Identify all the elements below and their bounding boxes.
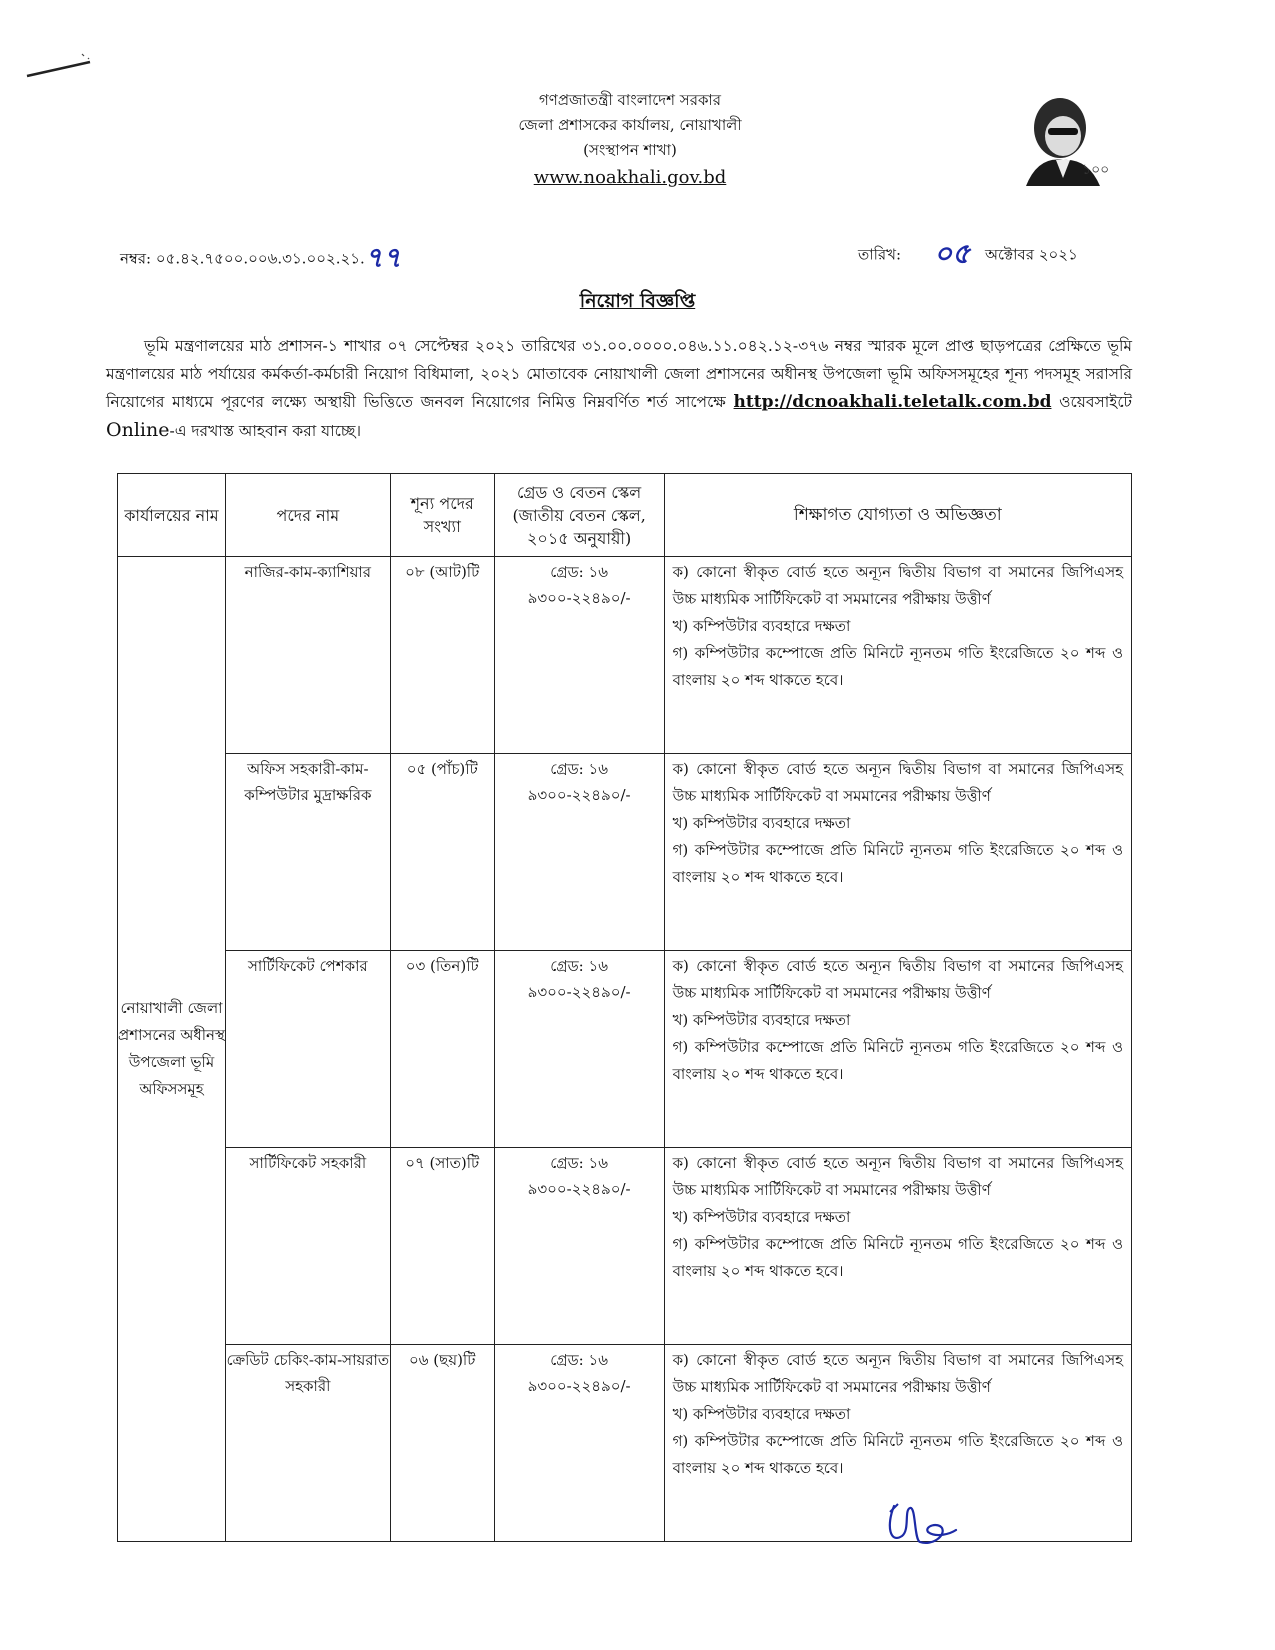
qualification-c: গ) কম্পিউটার কম্পোজে প্রতি মিনিটে ন্যূনতম গতি ইংরেজিতে ২০ শব্দ ও বাংলায় ২০ শব্দ থাকতে হবে। (672, 1432, 1123, 1477)
qualification-cell (664, 951, 1131, 1148)
grade-cell (494, 1148, 664, 1345)
grade-label: গ্রেড: ১৬ (550, 1154, 608, 1172)
header-grade-scale: গ্রেড ও বেতন স্কেল (জাতীয় বেতন স্কেল, ২০১৫ অনুযায়ী) (494, 474, 664, 557)
qualification-a: ক) কোনো স্বীকৃত বোর্ড হতে অন্যূন দ্বিতীয় বিভাগ বা সমানের জিপিএসহ উচ্চ মাধ্যমিক সার্টিফিকেট বা সমমানের পরীক্ষায় উত্তীর্ণ (672, 760, 1123, 805)
table-row (118, 557, 1132, 754)
post-name: ক্রেডিট চেকিং-কাম-সায়রাত সহকারী (225, 1345, 390, 1542)
header-website-link[interactable]: www.noakhali.gov.bd (533, 167, 727, 188)
notice-title: নিয়োগ বিজ্ঞপ্তি (579, 290, 696, 312)
intro-paragraph (106, 332, 1132, 445)
pay-scale: ৯৩০০-২২৪৯০/- (527, 983, 631, 1001)
memo-number-value: ০৫.৪২.৭৫০০.০০৬.৩১.০০২.২১. (155, 249, 365, 268)
qualification-c: গ) কম্পিউটার কম্পোজে প্রতি মিনিটে ন্যূনতম গতি ইংরেজিতে ২০ শব্দ ও বাংলায় ২০ শব্দ থাকতে হবে। (672, 644, 1123, 689)
pay-scale: ৯৩০০-২২৪৯০/- (527, 1180, 631, 1198)
header-office-name: কার্যালয়ের নাম (118, 474, 226, 557)
header-section: (সংস্থাপন শাখা) (583, 141, 677, 159)
vacancy-count: ০৩ (তিন)টি (390, 951, 494, 1148)
pay-scale: ৯৩০০-২২৪৯০/- (527, 786, 631, 804)
qualification-b: খ) কম্পিউটার ব্যবহারে দক্ষতা (672, 617, 851, 635)
post-name: সার্টিফিকেট পেশকার (225, 951, 390, 1148)
grade-label: গ্রেড: ১৬ (550, 563, 608, 581)
office-name-cell: নোয়াখালী জেলা প্রশাসনের অধীনস্থ উপজেলা ভূমি অফিসসমূহ (118, 557, 226, 1542)
qualification-b: খ) কম্পিউটার ব্যবহারে দক্ষতা (672, 1405, 851, 1423)
pay-scale: ৯৩০০-২২৪৯০/- (527, 589, 631, 607)
header-post-name: পদের নাম (225, 474, 390, 557)
grade-cell (494, 557, 664, 754)
issue-date (858, 232, 1078, 279)
grade-cell (494, 951, 664, 1148)
date-label: তারিখ: (858, 245, 902, 264)
post-name: অফিস সহকারী-কাম-কম্পিউটার মুদ্রাক্ষরিক (225, 754, 390, 951)
intro-online: Online (106, 419, 170, 441)
vacancy-count: ০৮ (আট)টি (390, 557, 494, 754)
intro-after-link: ওয়েবসাইটে (1059, 393, 1133, 411)
table-row (118, 1148, 1132, 1345)
qualification-b: খ) কম্পিউটার ব্যবহারে দক্ষতা (672, 1011, 851, 1029)
table-row (118, 754, 1132, 951)
intro-text: ভূমি মন্ত্রণালয়ের মাঠ প্রশাসন-১ শাখার ০৭ সেপ্টেম্বর ২০২১ তারিখের ৩১.০০.০০০০.০৪৬.১১.০৪২.১২-৩৭৬ নম্বর স্মারক মূলে প্রাপ্ত ছাড়পত্রের প্রেক্ষিতে ভূমি মন্ত্রণালয়ের মাঠ পর্যায়ের কর্মকর্তা-কর্মচারী নিয়োগ বিধিমালা, ২০২১ মোতাবেক নোয়াখালী জেলা প্রশাসনের অধীনস্থ উপজেলা ভূমি অফিসসমূহের শূন্য পদসমূহ সরাসরি নিয়োগের মাধ্যমে পূরণের লক্ষ্যে অস্থায়ী ভিত্তিতে জনবল নিয়োগের নিমিত্ত নিম্নবর্ণিত শর্ত সাপেক্ষে (106, 337, 1132, 411)
signature-icon (880, 1496, 960, 1552)
qualification-c: গ) কম্পিউটার কম্পোজে প্রতি মিনিটে ন্যূনতম গতি ইংরেজিতে ২০ শব্দ ও বাংলায় ২০ শব্দ থাকতে হবে। (672, 1038, 1123, 1083)
intro-ending: -এ দরখাস্ত আহবান করা যাচ্ছে। (169, 422, 362, 440)
table-row (118, 951, 1132, 1148)
qualification-cell (664, 557, 1131, 754)
grade-label: গ্রেড: ১৬ (550, 760, 608, 778)
header-qualification: শিক্ষাগত যোগ্যতা ও অভিজ্ঞতা (664, 474, 1131, 557)
vacancy-table (117, 473, 1132, 1542)
vacancy-count: ০৭ (সাত)টি (390, 1148, 494, 1345)
qualification-c: গ) কম্পিউটার কম্পোজে প্রতি মিনিটে ন্যূনতম গতি ইংরেজিতে ২০ শব্দ ও বাংলায় ২০ শব্দ থাকতে হবে। (672, 841, 1123, 886)
qualification-b: খ) কম্পিউটার ব্যবহারে দক্ষতা (672, 814, 851, 832)
svg-text:১০০: ১০০ (1082, 162, 1110, 178)
qualification-a: ক) কোনো স্বীকৃত বোর্ড হতে অন্যূন দ্বিতীয় বিভাগ বা সমানের জিপিএসহ উচ্চ মাধ্যমিক সার্টিফিকেট বা সমমানের পরীক্ষায় উত্তীর্ণ (672, 563, 1123, 608)
qualification-cell (664, 1148, 1131, 1345)
application-link[interactable]: http://dcnoakhali.teletalk.com.bd (733, 392, 1052, 412)
qualification-a: ক) কোনো স্বীকৃত বোর্ড হতে অন্যূন দ্বিতীয় বিভাগ বা সমানের জিপিএসহ উচ্চ মাধ্যমিক সার্টিফিকেট বা সমমানের পরীক্ষায় উত্তীর্ণ (672, 1351, 1123, 1396)
header-vacancy-count: শূন্য পদের সংখ্যা (390, 474, 494, 557)
header-government: গণপ্রজাতন্ত্রী বাংলাদেশ সরকার (538, 91, 722, 109)
qualification-c: গ) কম্পিউটার কম্পোজে প্রতি মিনিটে ন্যূনতম গতি ইংরেজিতে ২০ শব্দ ও বাংলায় ২০ শব্দ থাকতে হবে। (672, 1235, 1123, 1280)
grade-cell (494, 1345, 664, 1542)
qualification-a: ক) কোনো স্বীকৃত বোর্ড হতে অন্যূন দ্বিতীয় বিভাগ বা সমানের জিপিএসহ উচ্চ মাধ্যমিক সার্টিফিকেট বা সমমানের পরীক্ষায় উত্তীর্ণ (672, 1154, 1123, 1199)
grade-label: গ্রেড: ১৬ (550, 1351, 608, 1369)
header-office: জেলা প্রশাসকের কার্যালয়, নোয়াখালী (518, 116, 742, 134)
post-name: নাজির-কাম-ক্যাশিয়ার (225, 557, 390, 754)
office-header (420, 88, 840, 191)
qualification-b: খ) কম্পিউটার ব্যবহারে দক্ষতা (672, 1208, 851, 1226)
date-handwritten-day: ০৫ (933, 237, 971, 270)
date-rest: অক্টোবর ২০২১ (985, 245, 1078, 264)
mujib-100-logo (1008, 88, 1126, 188)
memo-label: নম্বর: (120, 249, 152, 268)
vacancy-count: ০৬ (ছয়)টি (390, 1345, 494, 1542)
table-header-row (118, 474, 1132, 557)
pay-scale: ৯৩০০-২২৪৯০/- (527, 1377, 631, 1395)
grade-cell (494, 754, 664, 951)
memo-handwritten-suffix: ৭৭ (364, 241, 402, 274)
post-name: সার্টিফিকেট সহকারী (225, 1148, 390, 1345)
pen-mark-icon (22, 48, 102, 88)
qualification-a: ক) কোনো স্বীকৃত বোর্ড হতে অন্যূন দ্বিতীয় বিভাগ বা সমানের জিপিএসহ উচ্চ মাধ্যমিক সার্টিফিকেট বা সমমানের পরীক্ষায় উত্তীর্ণ (672, 957, 1123, 1002)
vacancy-count: ০৫ (পাঁচ)টি (390, 754, 494, 951)
qualification-cell (664, 754, 1131, 951)
memo-number (120, 236, 401, 283)
table-row (118, 1345, 1132, 1542)
grade-label: গ্রেড: ১৬ (550, 957, 608, 975)
